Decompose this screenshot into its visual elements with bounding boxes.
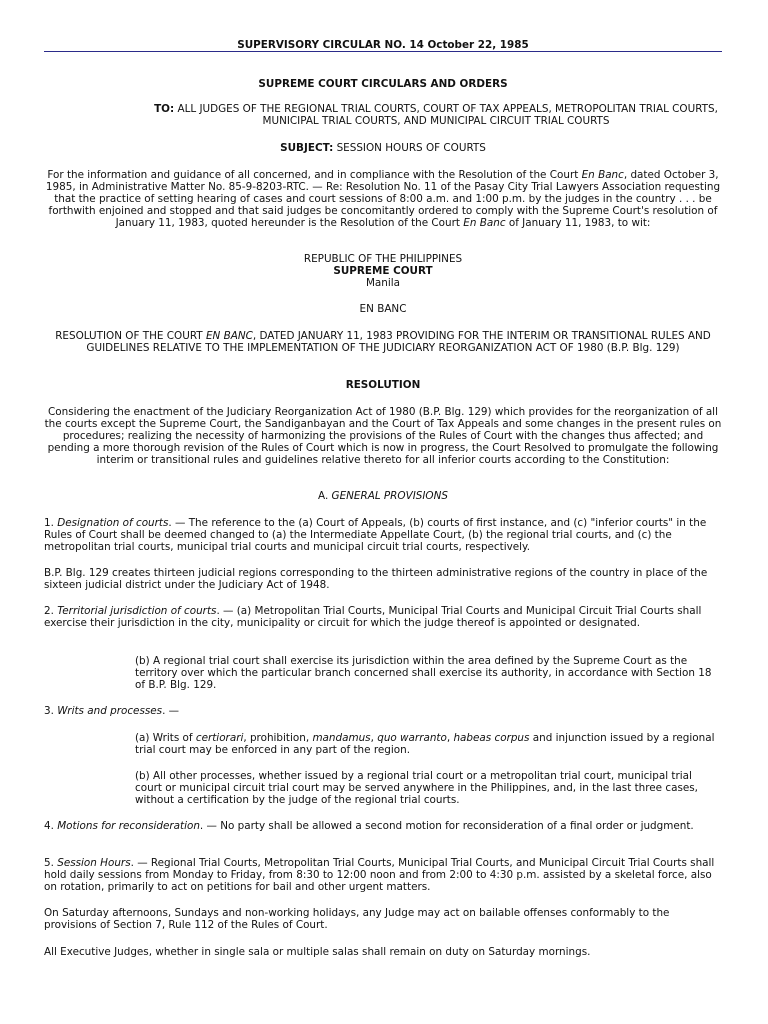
- to-label: TO:: [154, 103, 175, 115]
- section-a-title: GENERAL PROVISIONS: [331, 490, 448, 502]
- provision-3-b: (b) All other processes, whether issued by a regional trial court or a metropolitan trial court, municipal trial court or municipal circuit trial court may be served anywhere in the Philippines, and, in the last three cases, without a certification by the judge of the regional trial courts.: [135, 770, 698, 806]
- provision-2: [44, 605, 722, 629]
- provision-1-title: Designation of courts: [57, 517, 169, 529]
- en-banc-heading: EN BANC: [359, 303, 407, 315]
- provision-5-title: Session Hours: [57, 857, 131, 869]
- resolution-title-text-2: , DATED JANUARY 11, 1983 PROVIDING FOR THE INTERIM OR TRANSITIONAL RULES AND GUIDELINES RELATIVE TO THE IMPLEMENTATION OF THE JUDICIARY REORGANIZATION ACT OF 1980 (B.P. Blg. 129): [86, 330, 711, 354]
- provision-4: [44, 820, 722, 832]
- provision-2-b: (b) A regional trial court shall exercise its jurisdiction within the area defined by the Supreme Court as the territory over which the particular branch concerned shall exercise its authority, in accordance with Section 18 of B.P. Blg. 129.: [135, 655, 712, 691]
- to-text: ALL JUDGES OF THE REGIONAL TRIAL COURTS, COURT OF TAX APPEALS, METROPOLITAN TRIAL COURTS, MUNICIPAL TRIAL COURTS, AND MUNICIPAL CIRCUIT TRIAL COURTS: [177, 103, 718, 127]
- provision-3-number: 3.: [44, 705, 58, 717]
- supreme-court-line: SUPREME COURT: [333, 265, 433, 277]
- provision-3a-text-4: ,: [446, 732, 454, 744]
- subject-label: SUBJECT:: [280, 142, 334, 154]
- intro-en-banc-1: En Banc: [581, 169, 624, 181]
- subject-line: [44, 142, 722, 154]
- provision-3a-text-5: and injunction issued by a regional trial court may be enforced in any part of the region.: [135, 732, 715, 756]
- provision-3a-quo-warranto: quo warranto: [377, 732, 447, 744]
- provision-3a-text-3: ,: [370, 732, 378, 744]
- provision-3a-habeas-corpus: habeas corpus: [453, 732, 530, 744]
- intro-text-2: , dated October 3, 1985, in Administrative Matter No. 85-9-8203-RTC. — Re: Resolution No. 11 of the Pasay City Trial Lawyers Association requesting that the practice of setting hearing of cases and court sessions of 8:00 a.m. and 1:00 p.m. by the judges in the country . . . be forthwith enjoined and stopped and that said judges be concomitantly ordered to comply with the Supreme Court's resolution of January 11, 1983, quoted hereunder is the Resolution of the Court: [45, 169, 721, 229]
- addressee-paragraph: [150, 103, 722, 127]
- provision-1: [44, 517, 722, 553]
- document-heading: SUPREME COURT CIRCULARS AND ORDERS: [258, 78, 508, 90]
- saturday-paragraph: On Saturday afternoons, Sundays and non-working holidays, any Judge may act on bailable offenses conformably to the provisions of Section 7, Rule 112 of the Rules of Court.: [44, 907, 670, 931]
- considering-paragraph: Considering the enactment of the Judiciary Reorganization Act of 1980 (B.P. Blg. 129) which provides for the reorganization of all the courts except the Supreme Court, the Sandiganbayan and the Court of Tax Appeals and some changes in the present rules on procedures; realizing the necessity of harmonizing the provisions of the Rules of Court with the changes thus affected; and pending a more thorough revision of the Rules of Court which is now in progress, the Court Resolved to promulgate the following interim or transitional rules and guidelines relative thereto for all inferior courts according to the Constitution:: [44, 406, 722, 466]
- executive-judges-paragraph: All Executive Judges, whether in single sala or multiple salas shall remain on duty on Saturday mornings.: [44, 946, 591, 958]
- subject-text: SESSION HOURS OF COURTS: [336, 142, 486, 154]
- resolution-title-text-1: RESOLUTION OF THE COURT: [55, 330, 206, 342]
- intro-en-banc-2: En Banc: [463, 217, 506, 229]
- provision-3a-mandamus: mandamus: [312, 732, 371, 744]
- provision-2-text: . — (a) Metropolitan Trial Courts, Municipal Trial Courts and Municipal Circuit Trial Courts shall exercise their jurisdiction in the city, municipality or circuit for which the judge thereof is appointed or designated.: [44, 605, 702, 629]
- provision-4-number: 4.: [44, 820, 58, 832]
- intro-text-3: of January 11, 1983, to wit:: [505, 217, 651, 229]
- section-a-heading: [44, 490, 722, 502]
- resolution-title-en-banc: EN BANC: [205, 330, 253, 342]
- provision-5-number: 5.: [44, 857, 58, 869]
- intro-text-1: For the information and guidance of all concerned, and in compliance with the Resolution of the Court: [47, 169, 582, 181]
- provision-1-number: 1.: [44, 517, 58, 529]
- section-a-prefix: A.: [318, 490, 332, 502]
- circular-header-title: SUPERVISORY CIRCULAR NO. 14 October 22, 1985: [237, 39, 529, 51]
- provision-1-text: . — The reference to the (a) Court of Appeals, (b) courts of first instance, and (c) "inferior courts" in the Rules of Court shall be deemed changed to (a) the Intermediate Appellate Court, (b) the regional trial courts, and (c) the metropolitan trial courts, municipal trial courts and municipal circuit trial courts, respectively.: [44, 517, 707, 553]
- provision-2-title: Territorial jurisdiction of courts: [57, 605, 217, 617]
- provision-3a-certiorari: certiorari: [195, 732, 244, 744]
- resolution-title: [44, 330, 722, 354]
- provision-5: [44, 857, 722, 893]
- provision-1-b: B.P. Blg. 129 creates thirteen judicial regions corresponding to the thirteen administrative regions of the country in place of the sixteen judicial district under the Judiciary Act of 1948.: [44, 567, 708, 591]
- header-divider: [44, 51, 722, 52]
- republic-block: [44, 253, 722, 289]
- intro-paragraph: [44, 169, 722, 229]
- provision-2-number: 2.: [44, 605, 58, 617]
- provision-3a-text-1: (a) Writs of: [135, 732, 196, 744]
- provision-3-title: Writs and processes: [57, 705, 163, 717]
- provision-4-title: Motions for reconsideration: [57, 820, 200, 832]
- republic-line: REPUBLIC OF THE PHILIPPINES: [303, 253, 463, 265]
- provision-3: [44, 705, 722, 717]
- manila-line: Manila: [365, 277, 401, 289]
- provision-3a-text-2: , prohibition,: [243, 732, 313, 744]
- provision-5-text: . — Regional Trial Courts, Metropolitan Trial Courts, Municipal Trial Courts, and Municipal Circuit Trial Courts shall hold daily sessions from Monday to Friday, from 8:30 to 12:00 noon and from 2:00 to 4:30 p.m. assisted by a skeletal force, also on rotation, primarily to act on petitions for bail and other urgent matters.: [44, 857, 715, 893]
- resolution-heading: RESOLUTION: [345, 379, 421, 391]
- provision-3-text: . —: [162, 705, 180, 717]
- provision-3-a: [135, 732, 722, 756]
- provision-4-text: . — No party shall be allowed a second motion for reconsideration of a final order or judgment.: [199, 820, 694, 832]
